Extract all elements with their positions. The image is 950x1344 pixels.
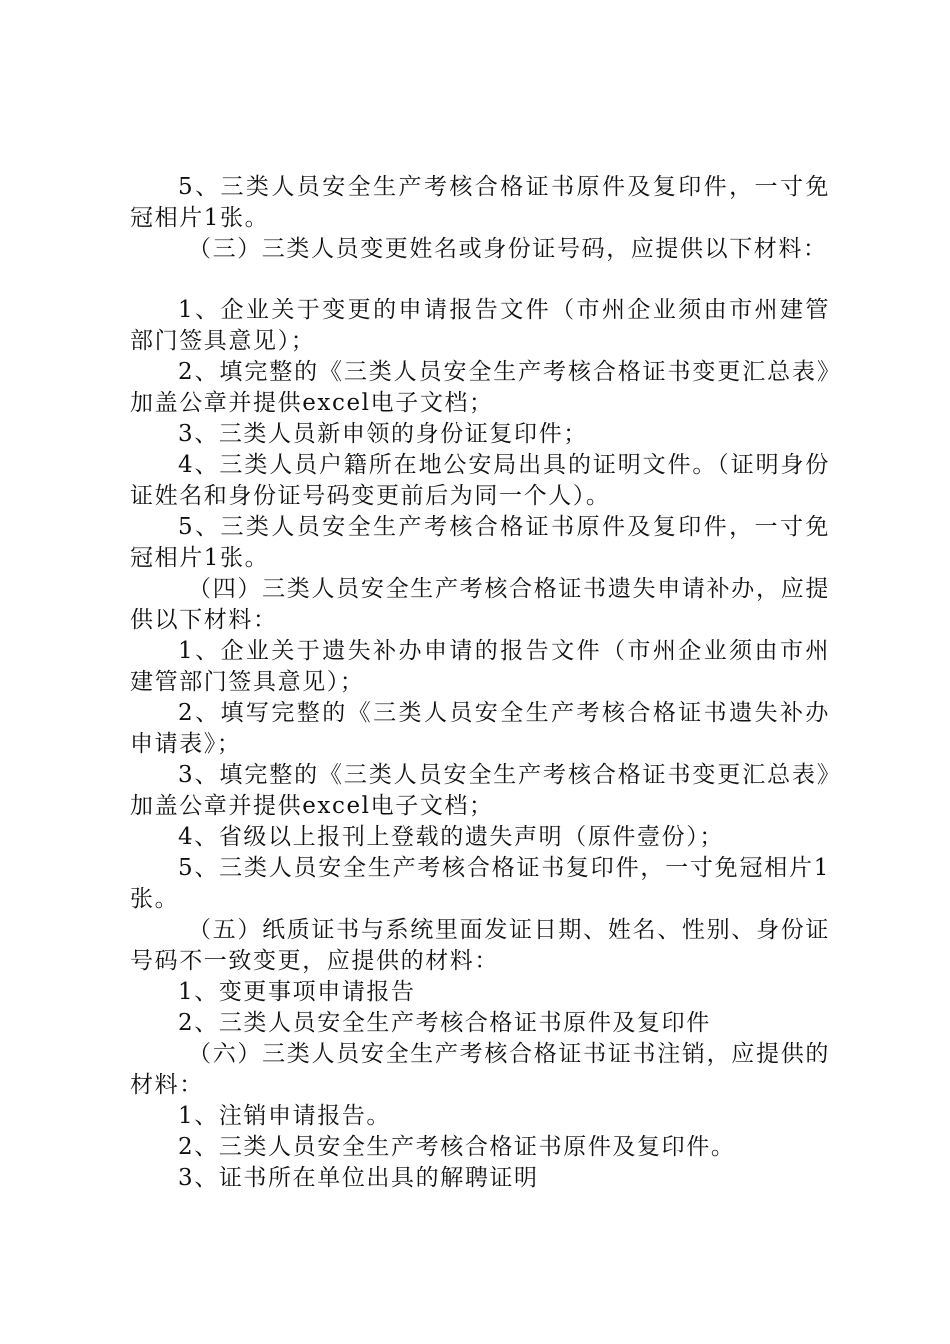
paragraph-item-5-certificate-copy: 5、三类人员安全生产考核合格证书复印件，一寸免冠相片1张。 xyxy=(130,855,830,912)
section-heading-4: （四）三类人员安全生产考核合格证书遗失申请补办，应提供以下材料： xyxy=(130,576,830,633)
paragraph-item-3-id-copy: 3、三类人员新申领的身份证复印件； xyxy=(178,421,588,447)
section-heading-5: （五）纸质证书与系统里面发证日期、姓名、性别、身份证号码不一致变更，应提供的材料： xyxy=(130,917,830,974)
paragraph-item-3-dismissal-proof: 3、证书所在单位出具的解聘证明 xyxy=(178,1165,539,1191)
paragraph-item-1-change-report: 1、变更事项申请报告 xyxy=(178,979,416,1005)
paragraph-item-1-cancel-report: 1、注销申请报告。 xyxy=(178,1103,392,1129)
paragraph-item-5-certificate: 5、三类人员安全生产考核合格证书原件及复印件，一寸免冠相片1张。 xyxy=(130,514,830,571)
paragraph-item-2-summary-table: 2、填完整的《三类人员安全生产考核合格证书变更汇总表》加盖公章并提供excel电子文档； xyxy=(130,359,830,416)
section-heading-3: （三）三类人员变更姓名或身份证号码，应提供以下材料： xyxy=(188,236,828,262)
paragraph-item-4-loss-notice: 4、省级以上报刊上登载的遗失声明（原件壹份）； xyxy=(178,824,724,850)
document-body xyxy=(130,172,830,1194)
paragraph-item-5-photo: 5、三类人员安全生产考核合格证书原件及复印件，一寸免冠相片1张。 xyxy=(130,174,830,231)
paragraph-item-1-report: 1、企业关于变更的申请报告文件（市州企业须由市州建管部门签具意见）； xyxy=(130,297,830,354)
paragraph-item-4-police-proof: 4、三类人员户籍所在地公安局出具的证明文件。（证明身份证姓名和身份证号码变更前后为同一个人）。 xyxy=(130,452,830,509)
section-heading-6: （六）三类人员安全生产考核合格证书证书注销，应提供的材料： xyxy=(130,1041,830,1098)
paragraph-item-2-certificate-original: 2、三类人员安全生产考核合格证书原件及复印件 xyxy=(178,1010,711,1036)
paragraph-item-1-loss-report: 1、企业关于遗失补办申请的报告文件（市州企业须由市州建管部门签具意见）； xyxy=(130,638,830,695)
paragraph-item-2-loss-form: 2、填写完整的《三类人员安全生产考核合格证书遗失补办申请表》； xyxy=(130,700,830,757)
paragraph-item-2-certificate-copy: 2、三类人员安全生产考核合格证书原件及复印件。 xyxy=(178,1134,736,1160)
paragraph-item-3-summary-table: 3、填完整的《三类人员安全生产考核合格证书变更汇总表》加盖公章并提供excel电子文档； xyxy=(130,762,830,819)
